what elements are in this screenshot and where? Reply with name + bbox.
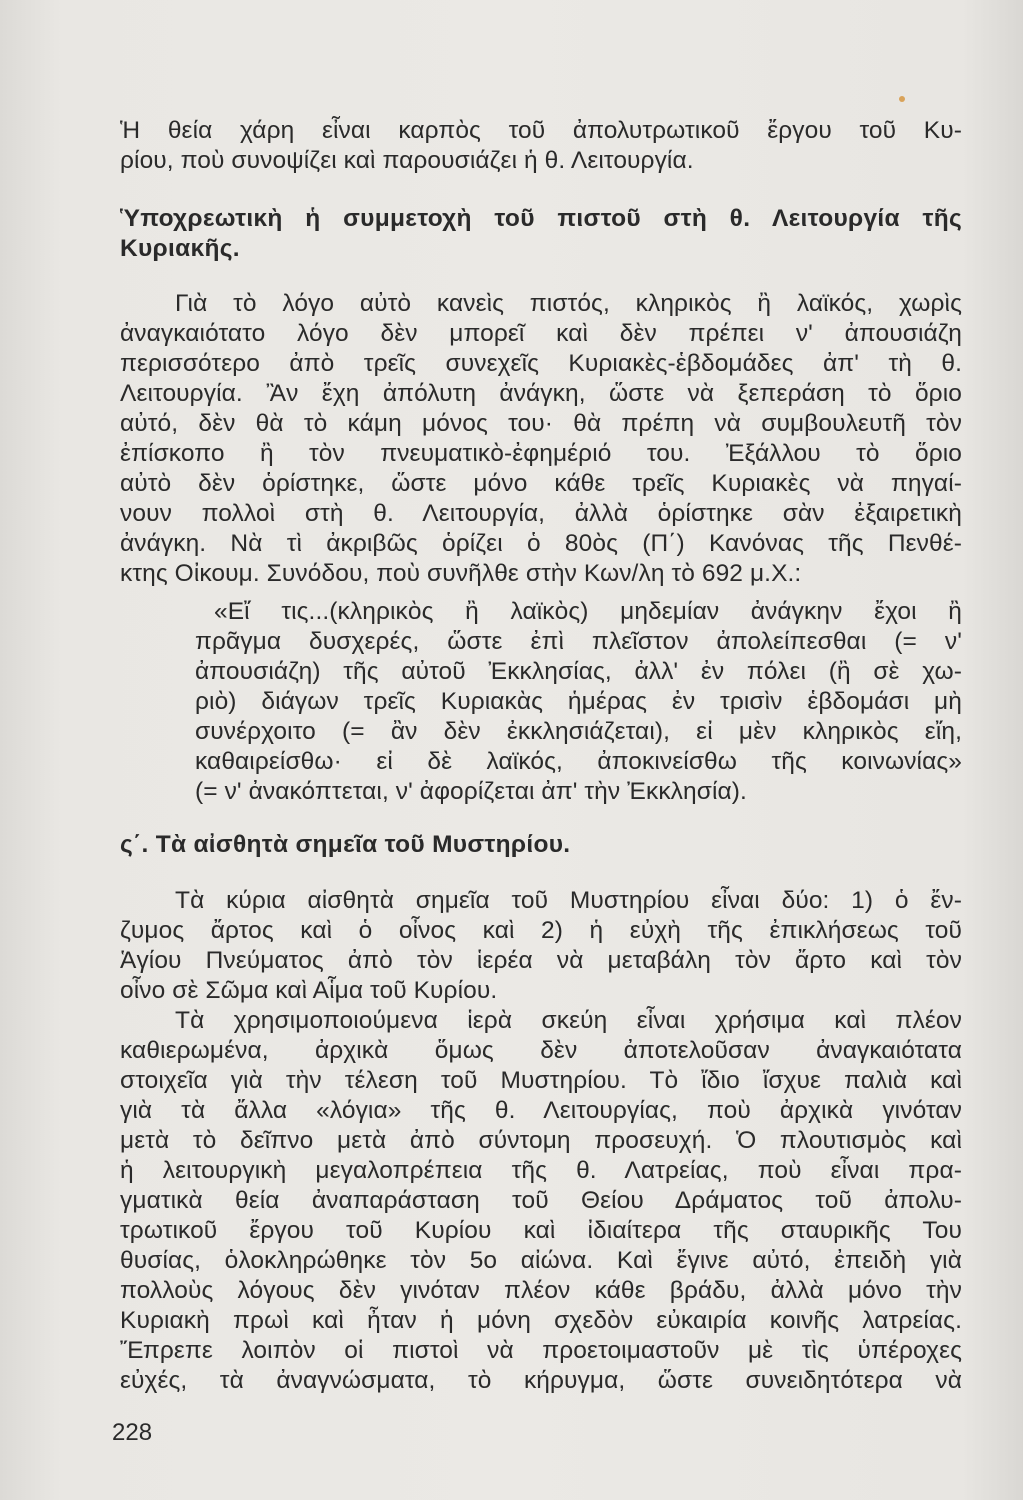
text-line: νουν πολλοὶ στὴ θ. Λειτουργία, ἀλλὰ ὁρίστηκε σὰν ἐξαιρετικὴ (120, 500, 962, 527)
text-line: ζυμος ἄρτος καὶ ὁ οἶνος καὶ 2) ἡ εὐχὴ τῆς ἐπικλήσεως τοῦ (120, 917, 962, 944)
quote-line: πρᾶγμα δυσχερές, ὥστε ἐπὶ πλεῖστον ἀπολείπεσθαι (= ν' (195, 628, 962, 655)
text-line: τρωτικοῦ ἔργου τοῦ Κυρίου καὶ ἰδιαίτερα τῆς σταυρικῆς Του (120, 1217, 962, 1244)
quote-line: «Εἴ τις...(κληρικὸς ἢ λαϊκὸς) μηδεμίαν ἀνάγκην ἔχοι ἢ (214, 598, 962, 625)
section-heading: ς΄. Τὰ αἰσθητὰ σημεῖα τοῦ Μυστηρίου. (120, 831, 571, 858)
page-number: 228 (112, 1419, 153, 1446)
text-line: οἶνο σὲ Σῶμα καὶ Αἷμα τοῦ Κυρίου. (120, 977, 498, 1004)
text-line: αὐτὸ δὲν ὁρίστηκε, ὥστε μόνο κάθε τρεῖς Κυριακὲς νὰ πηγαί- (120, 470, 962, 497)
quote-line: ἀπουσιάζη) τῆς αὐτοῦ Ἐκκλησίας, ἀλλ' ἐν πόλει (ἢ σὲ χω- (195, 658, 962, 685)
text-line: ἡ λειτουργικὴ μεγαλοπρέπεια τῆς θ. Λατρείας, ποὺ εἶναι πρα- (120, 1157, 962, 1184)
text-line: θυσίας, ὁλοκληρώθηκε τὸν 5ο αἰώνα. Καὶ ἔγινε αὐτό, ἐπειδὴ γιὰ (120, 1247, 962, 1274)
text-line: γιὰ τὰ ἄλλα «λόγια» τῆς θ. Λειτουργίας, ποὺ ἀρχικὰ γινόταν (120, 1097, 962, 1124)
text-line: αὐτό, δὲν θὰ τὸ κάμη μόνος του· θὰ πρέπη νὰ συμβουλευτῆ τὸν (120, 410, 962, 437)
text-line: περισσότερο ἀπὸ τρεῖς συνεχεῖς Κυριακὲς-ἑβδομάδες ἀπ' τὴ θ. (120, 350, 962, 377)
text-line: ρίου, ποὺ συνοψίζει καὶ παρουσιάζει ἡ θ. Λειτουργία. (120, 147, 694, 174)
text-line: ἐπίσκοπο ἢ τὸν πνευματικὸ-ἐφημέριό του. Ἐξάλλου τὸ ὅριο (120, 440, 962, 467)
text-line: εὐχές, τὰ ἀναγνώσματα, τὸ κήρυγμα, ὥστε συνειδητότερα νὰ (120, 1367, 962, 1394)
section-heading: Ὑποχρεωτικὴ ἡ συμμετοχὴ τοῦ πιστοῦ στὴ θ. Λειτουργία τῆς (120, 205, 962, 232)
quote-line: συνέρχοιτο (= ἂν δὲν ἐκκλησιάζεται), εἰ μὲν κληρικὸς εἴη, (195, 718, 962, 745)
quote-line: καθαιρείσθω· εἰ δὲ λαϊκός, ἀποκινείσθω τῆς κοινωνίας» (195, 748, 962, 775)
paper-spot (899, 96, 905, 102)
text-line: Τὰ χρησιμοποιούμενα ἱερὰ σκεύη εἶναι χρήσιμα καὶ πλέον (175, 1007, 962, 1034)
text-line: μετὰ τὸ δεῖπνο μετὰ ἀπὸ σύντομη προσευχή. Ὁ πλουτισμὸς καὶ (120, 1127, 962, 1154)
text-line: ἀναγκαιότατο λόγο δὲν μπορεῖ καὶ δὲν πρέπει ν' ἀπουσιάζη (120, 320, 962, 347)
text-line: Ἡ θεία χάρη εἶναι καρπὸς τοῦ ἀπολυτρωτικοῦ ἔργου τοῦ Κυ- (120, 117, 962, 144)
text-line: Λειτουργία. Ἂν ἔχη ἀπόλυτη ἀνάγκη, ὥστε νὰ ξεπεράση τὸ ὅριο (120, 380, 962, 407)
text-line: πολλοὺς λόγους δὲν γινόταν πλέον κάθε βράδυ, ἀλλὰ μόνο τὴν (120, 1277, 962, 1304)
quote-line: (= ν' ἀνακόπτεται, ν' ἀφορίζεται ἀπ' τὴν Ἐκκλησία). (195, 778, 747, 805)
text-line: ἀνάγκη. Νὰ τὶ ἀκριβῶς ὁρίζει ὁ 80ὸς (Π΄) Κανόνας τῆς Πενθέ- (120, 530, 962, 557)
text-line: στοιχεῖα γιὰ τὴν τέλεση τοῦ Μυστηρίου. Τὸ ἴδιο ἴσχυε παλιὰ καὶ (120, 1067, 962, 1094)
text-line: Ἔπρεπε λοιπὸν οἱ πιστοὶ νὰ προετοιμαστοῦν μὲ τὶς ὑπέροχες (120, 1337, 962, 1364)
text-line: Γιὰ τὸ λόγο αὐτὸ κανεὶς πιστός, κληρικὸς ἢ λαϊκός, χωρὶς (175, 290, 962, 317)
text-line: καθιερωμένα, ἀρχικὰ ὅμως δὲν ἀποτελοῦσαν ἀναγκαιότατα (120, 1037, 962, 1064)
text-line: Κυριακὴ πρωὶ καὶ ἦταν ἡ μόνη σχεδὸν εὐκαιρία κοινῆς λατρείας. (120, 1307, 962, 1334)
text-line: Ἁγίου Πνεύματος ἀπὸ τὸν ἱερέα νὰ μεταβάλη τὸν ἄρτο καὶ τὸν (120, 947, 962, 974)
section-heading: Κυριακῆς. (120, 235, 240, 262)
text-line: κτης Οἰκουμ. Συνόδου, ποὺ συνῆλθε στὴν Κων/λη τὸ 692 μ.Χ.: (120, 560, 802, 587)
text-line: Τὰ κύρια αἰσθητὰ σημεῖα τοῦ Μυστηρίου εἶναι δύο: 1) ὁ ἔν- (175, 887, 962, 914)
quote-line: ριὸ) διάγων τρεῖς Κυριακὰς ἡμέρας ἐν τρισὶν ἑβδομάσι μὴ (195, 688, 962, 715)
text-line: γματικὰ θεία ἀναπαράσταση τοῦ Θείου Δράματος τοῦ ἀπολυ- (120, 1187, 962, 1214)
